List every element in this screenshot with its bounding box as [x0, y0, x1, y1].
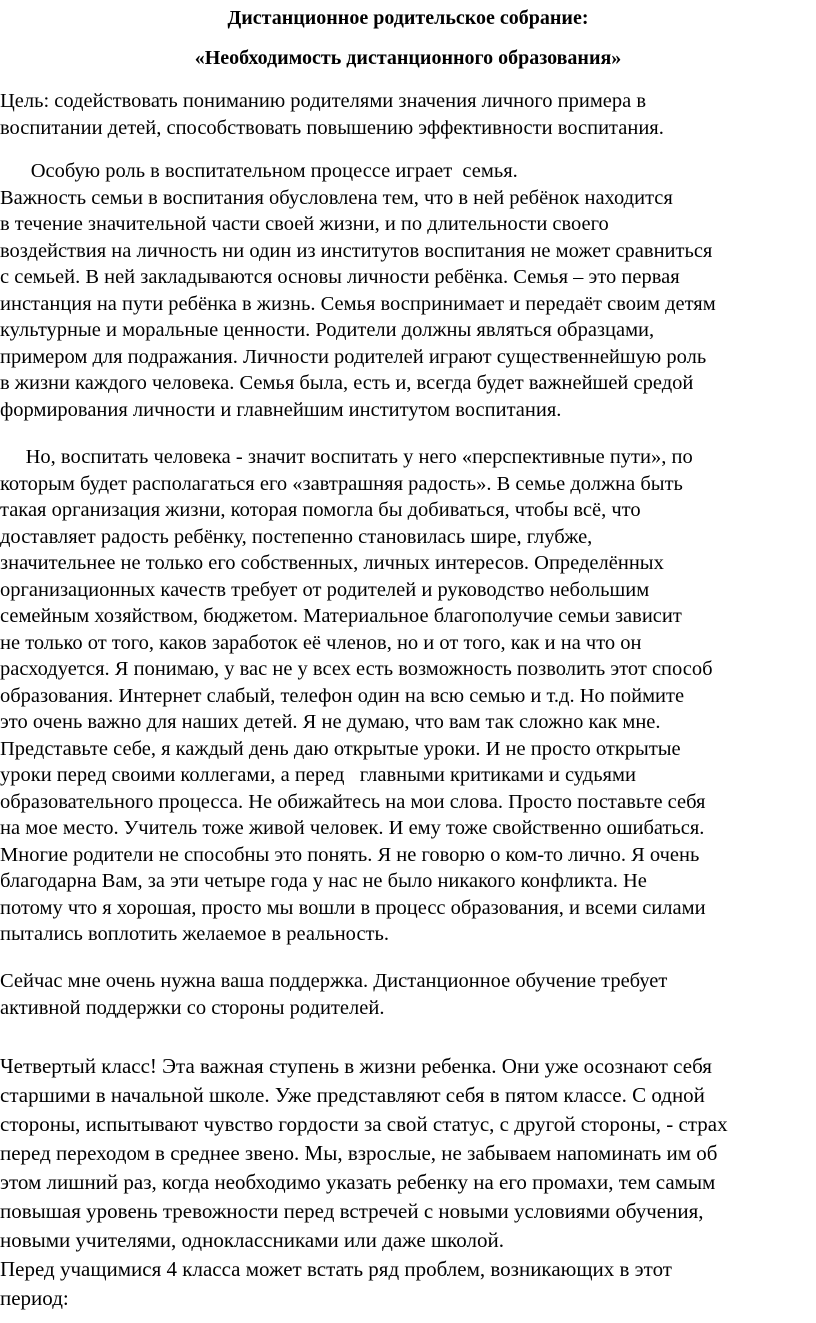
text-line: перед переходом в среднее звено. Мы, взрослые, не забываем напоминать им об	[0, 1141, 718, 1165]
text-line: не только от того, каков заработок её членов, но и от того, как и на что он	[0, 631, 642, 654]
text-line: этом лишний раз, когда необходимо указать ребенку на его промахи, тем самым	[0, 1170, 716, 1194]
text-line: повышая уровень тревожности перед встречей с новыми условиями обучения,	[0, 1199, 704, 1223]
paragraph-upbringing	[0, 444, 816, 948]
title-line-1: Дистанционное родительское собрание:	[227, 7, 589, 29]
text-line: инстанция на пути ребёнка в жизнь. Семья воспринимает и передаёт своим детям	[0, 292, 716, 315]
text-line: Представьте себе, я каждый день даю открытые уроки. И не просто открытые	[0, 737, 681, 760]
paragraph-support	[0, 968, 816, 1021]
text-line: с семьей. В ней закладываются основы личности ребёнка. Семья – это первая	[0, 266, 680, 288]
text-line: в течение значительной части своей жизни, и по длительности своего	[0, 213, 609, 235]
text-line: семейным хозяйством, бюджетом. Материальное благополучие семьи зависит	[0, 605, 682, 627]
text-line: активной поддержки со стороны родителей.	[0, 996, 385, 1019]
text-line: образования. Интернет слабый, телефон один на всю семью и т.д. Но поймите	[0, 684, 685, 707]
text-line: культурные и моральные ценности. Родители должны являться образцами,	[0, 319, 655, 341]
text-line: благодарна Вам, за эти четыре года у нас не было никакого конфликта. Не	[0, 870, 647, 892]
text-line: Четвертый класс! Эта важная ступень в жизни ребенка. Они уже осознают себя	[0, 1054, 712, 1078]
text-line: новыми учителями, одноклассниками или даже школой.	[0, 1228, 504, 1252]
text-line: это очень важно для наших детей. Я не думаю, что вам так сложно как мне.	[0, 711, 661, 733]
title-line-2: «Необходимость дистанционного образования»	[194, 47, 622, 69]
text-line: такая организация жизни, которая помогла бы добиваться, чтобы всё, что	[0, 499, 641, 521]
text-line: Многие родители не способны это понять. Я не говорю о ком-то лично. Я очень	[0, 843, 700, 866]
text-line: которым будет располагаться его «завтрашняя радость». В семье должна быть	[0, 472, 683, 495]
text-line: пытались воплотить желаемое в реальность.	[0, 923, 389, 945]
goal-paragraph	[0, 88, 816, 141]
text-line: на мое место. Учитель тоже живой человек. И ему тоже свойственно ошибаться.	[0, 817, 705, 839]
text-line: период:	[0, 1286, 69, 1310]
text-line: Особую роль в воспитательном процессе играет семья.	[0, 160, 518, 182]
text-line: образовательного процесса. Не обижайтесь на мои слова. Просто поставьте себя	[0, 790, 706, 813]
text-line: доставляет радость ребёнку, постепенно становилась шире, глубже,	[0, 525, 593, 548]
paragraph-family-role	[0, 158, 816, 423]
text-line: воспитании детей, способствовать повышению эффективности воспитания.	[0, 116, 664, 139]
text-line: Но, воспитать человека - значит воспитать у него «перспективные пути», по	[0, 446, 693, 468]
text-line: уроки перед своими коллегами, а перед главными критиками и судьями	[0, 764, 636, 786]
text-line: Перед учащимися 4 класса может встать ряд проблем, возникающих в этот	[0, 1257, 672, 1281]
text-line: расходуется. Я понимаю, у вас не у всех есть возможность позволить этот способ	[0, 658, 713, 680]
text-line: старшими в начальной школе. Уже представляют себя в пятом классе. С одной	[0, 1083, 705, 1107]
text-line: примером для подражания. Личности родителей играют существеннейшую роль	[0, 345, 707, 368]
paragraph-fourth-grade	[0, 1052, 816, 1313]
text-line: формирования личности и главнейшим институтом воспитания.	[0, 398, 562, 421]
text-line: в жизни каждого человека. Семья была, есть и, всегда будет важнейшей средой	[0, 372, 694, 394]
text-line: значительнее не только его собственных, личных интересов. Определённых	[0, 552, 664, 574]
text-line: организационных качеств требует от родителей и руководство небольшим	[0, 578, 650, 601]
text-line: Важность семьи в воспитания обусловлена тем, что в ней ребёнок находится	[0, 186, 673, 209]
text-line: стороны, испытывают чувство гордости за свой статус, с другой стороны, - страх	[0, 1112, 728, 1136]
text-line: Сейчас мне очень нужна ваша поддержка. Дистанционное обучение требует	[0, 970, 668, 992]
text-line: потому что я хорошая, просто мы вошли в процесс образования, и всеми силами	[0, 896, 706, 919]
text-line: воздействия на личность ни один из институтов воспитания не может сравниться	[0, 239, 713, 262]
text-line: Цель: содействовать пониманию родителями значения личного примера в	[0, 90, 647, 112]
